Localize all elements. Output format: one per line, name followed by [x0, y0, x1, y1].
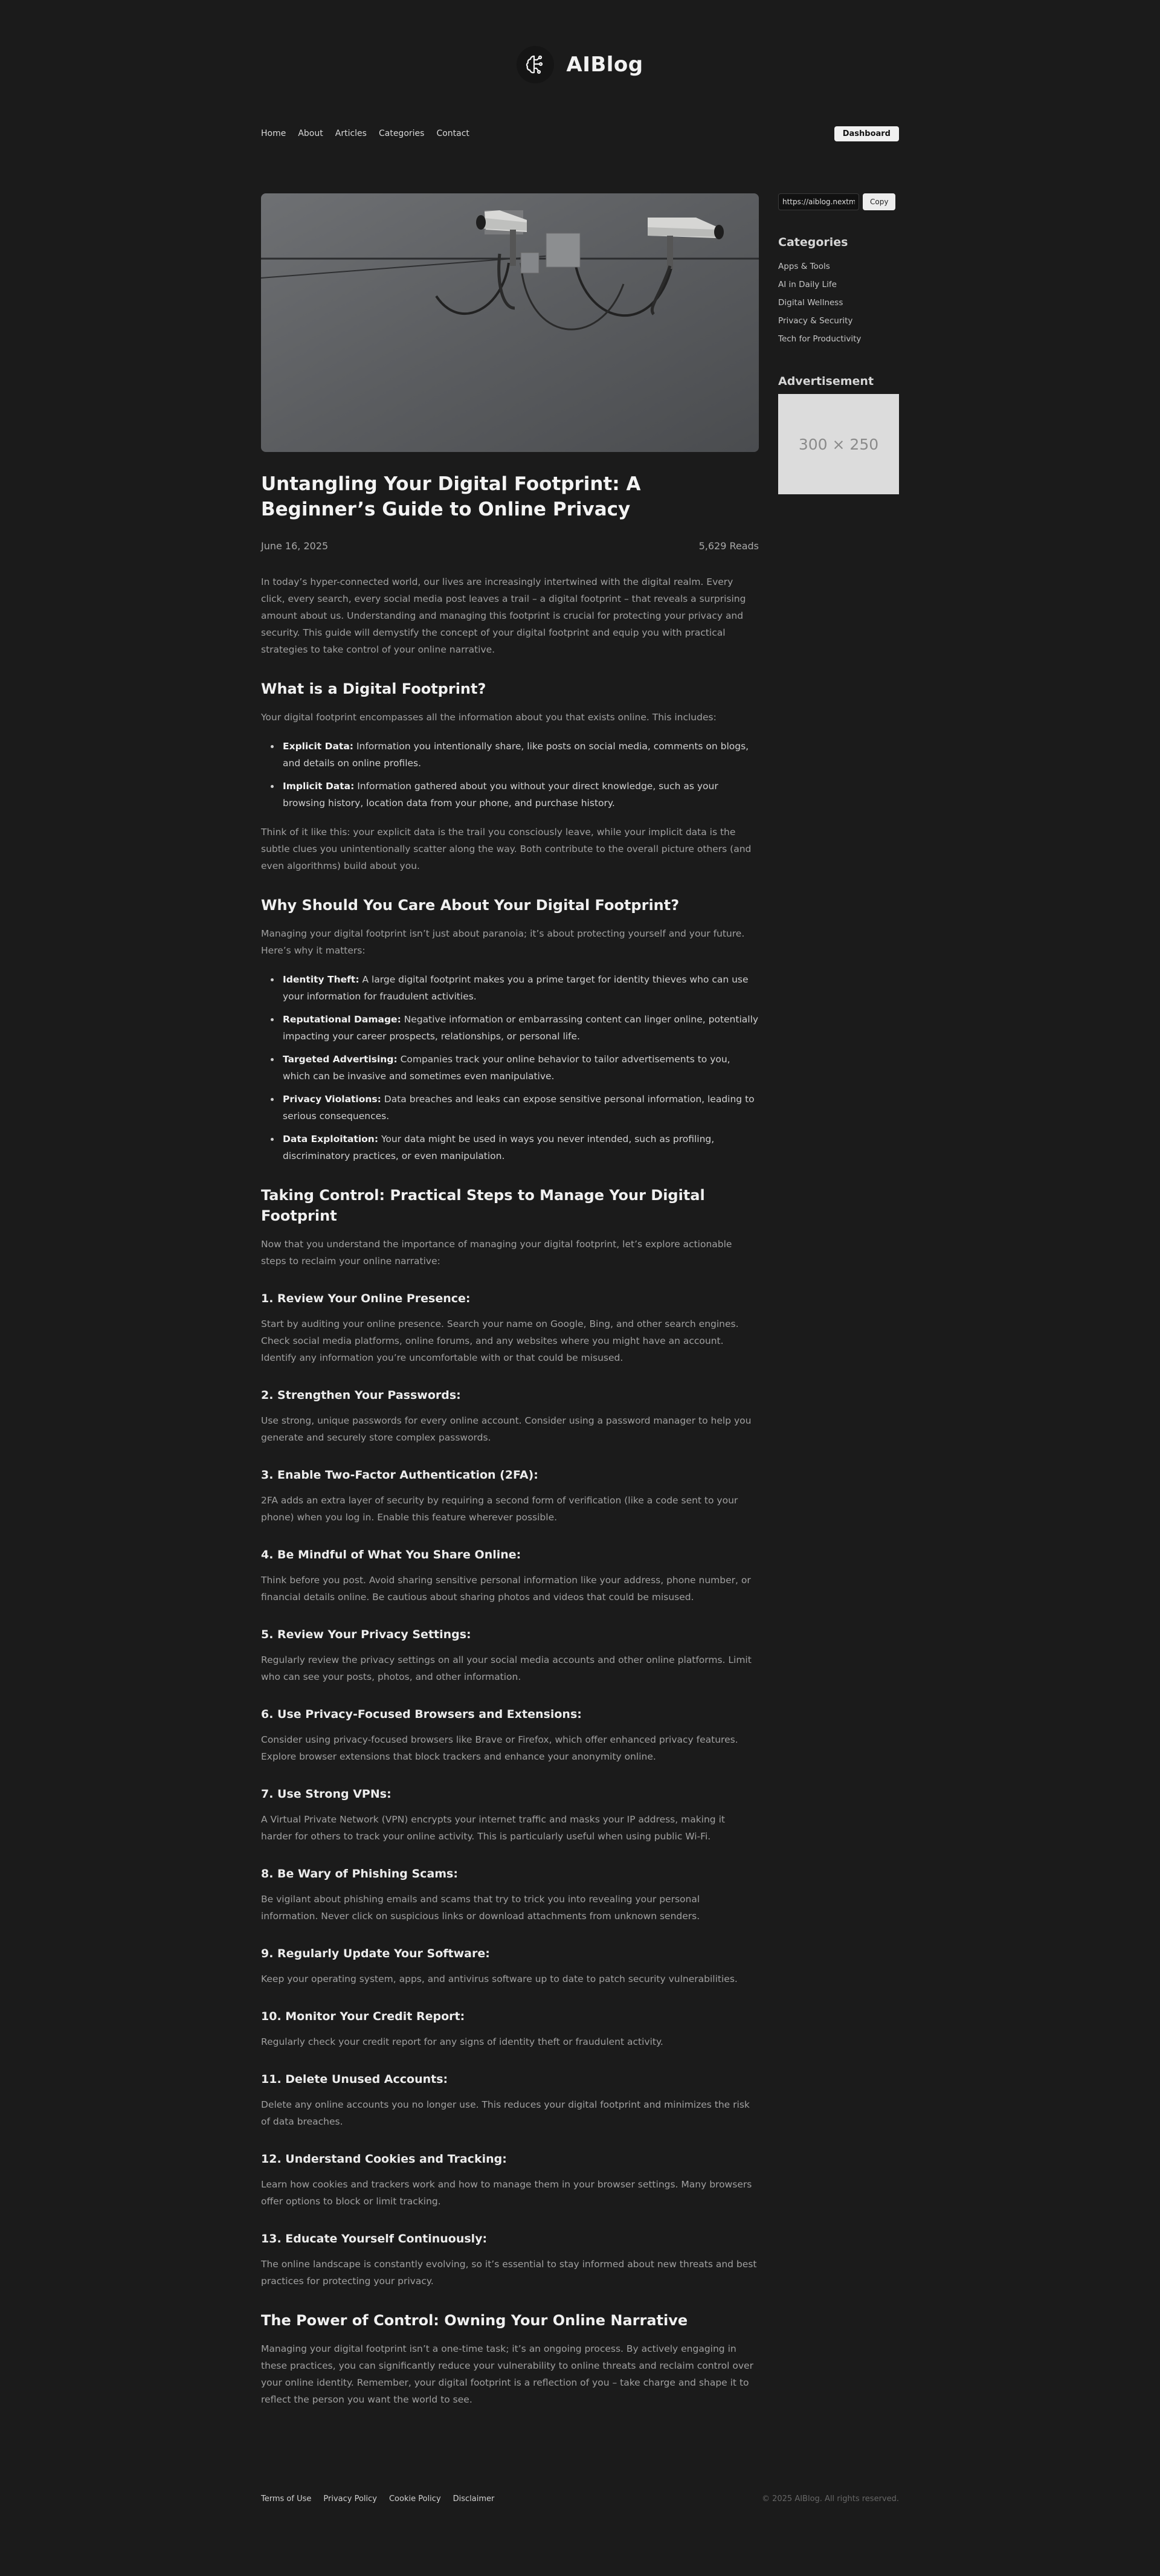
paragraph: Use strong, unique passwords for every online account. Consider using a password manager to help you generate and securely store complex passwords. — [261, 1415, 752, 1443]
category-link-tech-productivity[interactable]: Tech for Productivity — [778, 334, 862, 344]
category-link-privacy-security[interactable]: Privacy & Security — [778, 316, 853, 326]
paragraph: A Virtual Private Network (VPN) encrypts your internet traffic and masks your IP address, making it harder for others to track your online activity. This is particularly useful when using public Wi-Fi. — [261, 1814, 725, 1842]
step-heading: 13. Educate Yourself Continuously: — [261, 2232, 488, 2245]
footer-link-terms[interactable]: Terms of Use — [261, 2494, 312, 2503]
paragraph: Start by auditing your online presence. Search your name on Google, Bing, and other search engines. Check social media platforms, online forums, and any websites where you might have an account. Identify any information you’re uncomfortable with or that could be misused. — [261, 1319, 739, 1363]
list-item: • Data Exploitation: Your data might be used in ways you never intended, such as profiling, discriminatory practices, or even manipulation. — [280, 1131, 759, 1164]
sidebar — [778, 193, 899, 494]
advertisement-heading: Advertisement — [778, 375, 874, 388]
paragraph: Your digital footprint encompasses all the information about you that exists online. This includes: — [261, 712, 717, 723]
dashboard-button[interactable]: Dashboard — [834, 126, 899, 141]
step-heading: 3. Enable Two-Factor Authentication (2FA): — [261, 1468, 538, 1482]
step-heading: 4. Be Mindful of What You Share Online: — [261, 1548, 521, 1561]
step-heading: 2. Strengthen Your Passwords: — [261, 1389, 461, 1402]
paragraph: Managing your digital footprint isn’t a one-time task; it’s an ongoing process. By actively engaging in these practices, you can significantly reduce your vulnerability to online threats and reclaim control over your online identity. Remember, your digital footprint is a reflection of you – take charge and shape it to reflect the person you want the world to see. — [261, 2343, 753, 2405]
list-item: • Reputational Damage: Negative information or embarrassing content can linger online, potentially impacting your career prospects, relationships, or personal life. — [280, 1011, 759, 1045]
category-link-ai-daily-life[interactable]: AI in Daily Life — [778, 280, 837, 289]
paragraph: Think before you post. Avoid sharing sensitive personal information like your address, phone number, or financial details online. Be cautious about sharing photos and videos that could be misused. — [261, 1575, 751, 1603]
paragraph: Regularly check your credit report for any signs of identity theft or fraudulent activity. — [261, 2036, 663, 2047]
paragraph: Be vigilant about phishing emails and scams that try to trick you into revealing your personal information. Never click on suspicious links or download attachments from unknown senders. — [261, 1894, 700, 1922]
list-item: • Identity Theft: A large digital footprint makes you a prime target for identity thieves who can use your information for fraudulent activities. — [280, 971, 759, 1005]
share-box — [778, 193, 899, 210]
step-heading: 7. Use Strong VPNs: — [261, 1787, 392, 1801]
category-link-digital-wellness[interactable]: Digital Wellness — [778, 298, 843, 308]
site-header — [0, 46, 1160, 83]
bullet-list — [280, 971, 759, 1164]
copy-button[interactable]: Copy — [863, 193, 895, 210]
paragraph: Learn how cookies and trackers work and how to manage them in your browser settings. Many browsers offer options to block or limit tracking. — [261, 2179, 752, 2207]
step-heading: 5. Review Your Privacy Settings: — [261, 1628, 471, 1641]
list-item: • Targeted Advertising: Companies track your online behavior to tailor advertisements to you, which can be invasive and sometimes even manipulative. — [280, 1051, 759, 1085]
article-meta — [261, 540, 759, 552]
step-heading: 12. Understand Cookies and Tracking: — [261, 2152, 507, 2166]
step-heading: 6. Use Privacy-Focused Browsers and Extensions: — [261, 1708, 582, 1721]
article-body — [261, 573, 759, 2408]
paragraph: Keep your operating system, apps, and antivirus software up to date to patch security vulnerabilities. — [261, 1974, 738, 1984]
step-heading: 1. Review Your Online Presence: — [261, 1292, 471, 1305]
paragraph: Managing your digital footprint isn’t just about paranoia; it’s about protecting yourself and your future. Here’s why it matters: — [261, 928, 745, 956]
nav-link-home[interactable]: Home — [261, 129, 286, 138]
paragraph: Consider using privacy-focused browsers like Brave or Firefox, which offer enhanced privacy features. Explore browser extensions that block trackers and enhance your anonymity online. — [261, 1734, 738, 1762]
paragraph: The online landscape is constantly evolving, so it’s essential to stay informed about new threats and best practices for protecting your privacy. — [261, 2259, 757, 2287]
step-heading: 9. Regularly Update Your Software: — [261, 1947, 490, 1960]
bullet-list — [280, 738, 759, 812]
step-heading: 11. Delete Unused Accounts: — [261, 2073, 448, 2086]
top-nav — [261, 124, 899, 143]
footer-link-privacy[interactable]: Privacy Policy — [323, 2494, 377, 2503]
list-item: • Explicit Data: Information you intentionally share, like posts on social media, comments on blogs, and details on online profiles. — [280, 738, 759, 772]
categories-heading: Categories — [778, 236, 848, 249]
share-url-input[interactable] — [778, 193, 859, 210]
copyright-text: © 2025 AIBlog. All rights reserved. — [761, 2494, 899, 2503]
paragraph: Now that you understand the importance of managing your digital footprint, let’s explore actionable steps to reclaim your online narrative: — [261, 1239, 732, 1267]
section-heading: What is a Digital Footprint? — [261, 680, 486, 697]
article-title: Untangling Your Digital Footprint: A Beginner’s Guide to Online Privacy — [261, 473, 641, 520]
step-heading: 8. Be Wary of Phishing Scams: — [261, 1867, 458, 1880]
brain-icon[interactable] — [517, 46, 554, 83]
nav-link-categories[interactable]: Categories — [378, 129, 425, 138]
site-footer — [261, 2494, 899, 2503]
list-item: • Implicit Data: Information gathered about you without your direct knowledge, such as your browsing history, location data from your phone, and purchase history. — [280, 778, 759, 812]
nav-link-articles[interactable]: Articles — [335, 129, 367, 138]
intro-paragraph: In today’s hyper-connected world, our lives are increasingly intertwined with the digital realm. Every click, every search, every social media post leaves a trail – a digital footprint – that reveals a surprising amount about us. Understanding and managing this footprint is crucial for protecting your privacy and security. This guide will demystify the concept of your digital footprint and equip you with practical strategies to take control of your online narrative. — [261, 576, 746, 655]
nav-link-contact[interactable]: Contact — [436, 129, 469, 138]
article-date: June 16, 2025 — [261, 540, 329, 552]
article — [261, 193, 759, 2420]
ad-placeholder[interactable] — [778, 394, 899, 494]
ad-size-label: 300 × 250 — [798, 435, 879, 453]
category-link-apps-tools[interactable]: Apps & Tools — [778, 262, 830, 271]
paragraph: Think of it like this: your explicit data is the trail you consciously leave, while your implicit data is the subtle clues you unintentionally scatter along the way. Both contribute to the overall picture others (and even algorithms) build about you. — [261, 827, 752, 871]
footer-link-cookie[interactable]: Cookie Policy — [388, 2494, 441, 2503]
read-count: 5,629 Reads — [698, 540, 759, 552]
hero-image — [261, 193, 759, 452]
nav-link-about[interactable]: About — [298, 129, 323, 138]
paragraph: Delete any online accounts you no longer use. This reduces your digital footprint and minimizes the risk of data breaches. — [261, 2099, 750, 2127]
paragraph: 2FA adds an extra layer of security by requiring a second form of verification (like a code sent to your phone) when you log in. Enable this feature wherever possible. — [261, 1495, 738, 1523]
brand-name[interactable]: AIBlog — [566, 53, 643, 77]
section-heading: The Power of Control: Owning Your Online Narrative — [261, 2312, 688, 2329]
footer-link-disclaimer[interactable]: Disclaimer — [453, 2494, 495, 2503]
section-heading: Why Should You Care About Your Digital Footprint? — [261, 897, 680, 914]
paragraph: Regularly review the privacy settings on all your social media accounts and other online platforms. Limit who can see your posts, photos, and other information. — [261, 1654, 752, 1682]
section-heading: Taking Control: Practical Steps to Manage Your Digital Footprint — [261, 1187, 705, 1224]
step-heading: 10. Monitor Your Credit Report: — [261, 2010, 465, 2023]
list-item: • Privacy Violations: Data breaches and leaks can expose sensitive personal information, leading to serious consequences. — [280, 1091, 759, 1125]
